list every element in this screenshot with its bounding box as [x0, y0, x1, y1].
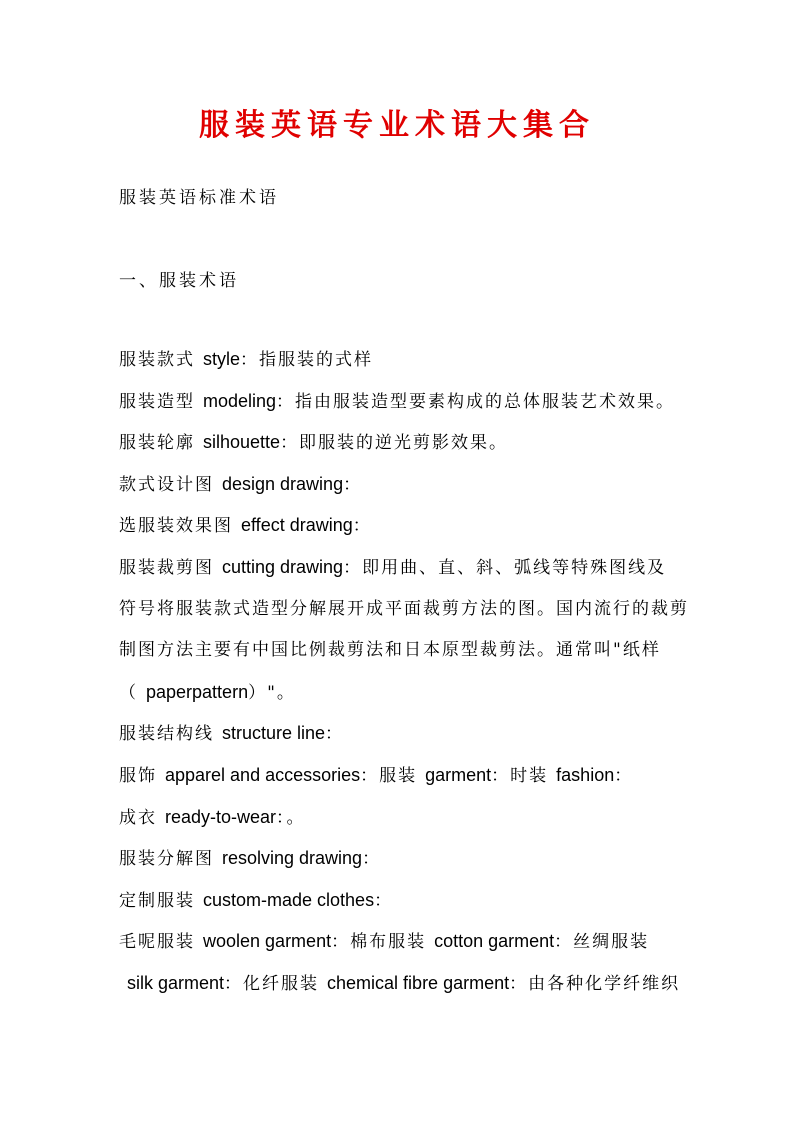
- term-english: style: [203, 349, 241, 369]
- term-english: chemical fibre garment: [327, 973, 510, 993]
- term-english: modeling: [203, 390, 277, 411]
- term-chinese: 款式设计图: [119, 474, 214, 495]
- term-line: [119, 511, 679, 540]
- term-chinese: ：即服装的逆光剪影效果。: [280, 433, 509, 454]
- page-title: 服装英语专业术语大集合: [199, 108, 595, 143]
- term-english: paperpattern: [146, 681, 249, 702]
- term-line: [119, 844, 679, 873]
- term-chinese: ：棉布服装: [331, 932, 427, 953]
- term-chinese: ：丝绸服装: [554, 932, 650, 953]
- term-english: garment: [425, 765, 492, 785]
- term-line: [119, 595, 689, 623]
- term-chinese: 服装分解图: [119, 849, 214, 870]
- term-chinese: ：: [352, 516, 372, 537]
- term-chinese: ：服装: [360, 766, 418, 786]
- term-line: [119, 927, 679, 956]
- term-chinese: ：: [614, 766, 634, 786]
- term-chinese: 服装结构线: [119, 724, 214, 745]
- term-line: [119, 428, 679, 457]
- term-chinese: ：: [362, 849, 382, 870]
- term-line: [119, 761, 679, 790]
- term-chinese: ：指服装的式样: [240, 350, 374, 370]
- term-chinese: 符号将服装款式造型分解展开成平面裁剪方法的图。国内流行的裁剪: [119, 598, 689, 619]
- section-heading: 一、服装术语: [119, 271, 239, 291]
- term-chinese: 服装裁剪图: [119, 558, 214, 578]
- term-line: [119, 969, 679, 998]
- term-line: [119, 886, 679, 915]
- term-line: [119, 678, 679, 707]
- term-chinese: ：由各种化学纤维织: [509, 974, 681, 994]
- term-english: custom-made clothes: [203, 889, 375, 910]
- term-chinese: 服装轮廓: [119, 433, 195, 454]
- term-english: silhouette: [203, 432, 281, 453]
- term-chinese: 定制服装: [119, 890, 195, 911]
- term-chinese: 服饰: [119, 766, 157, 786]
- term-english: cotton garment: [434, 931, 555, 952]
- term-english: cutting drawing: [222, 557, 344, 577]
- term-english: woolen garment: [203, 931, 332, 952]
- term-chinese: 成衣: [119, 807, 157, 828]
- term-english: fashion: [556, 765, 615, 785]
- term-chinese: ：。: [276, 807, 306, 828]
- term-english: effect drawing: [241, 515, 353, 536]
- term-chinese: 毛呢服装: [119, 932, 195, 953]
- term-line: [119, 803, 679, 832]
- term-line: [119, 636, 679, 664]
- term-chinese: 选服装效果图: [119, 516, 233, 537]
- term-english: ready-to-wear: [165, 806, 277, 827]
- term-line: [119, 719, 679, 748]
- term-english: structure line: [222, 723, 326, 744]
- term-english: apparel and accessories: [165, 765, 361, 785]
- term-chinese: ：指由服装造型要素构成的总体服装艺术效果。: [276, 391, 676, 412]
- term-chinese: 制图方法主要有中国比例裁剪法和日本原型裁剪法。通常叫"纸样: [119, 640, 661, 661]
- term-english: silk garment: [127, 973, 225, 993]
- term-line: [119, 470, 679, 499]
- term-chinese: ：即用曲、直、斜、弧线等特殊图线及: [343, 558, 667, 578]
- term-english: design drawing: [222, 473, 344, 494]
- term-chinese: ：: [374, 890, 394, 911]
- term-line: [119, 387, 679, 416]
- term-chinese: ：化纤服装: [224, 974, 320, 994]
- term-chinese: ：: [343, 474, 363, 495]
- term-chinese: ：: [325, 724, 345, 745]
- term-english: resolving drawing: [222, 848, 363, 869]
- term-chinese: ）"。: [248, 682, 296, 703]
- term-chinese: ：时装: [491, 766, 549, 786]
- subtitle: 服装英语标准术语: [119, 188, 279, 208]
- term-line: [119, 345, 679, 374]
- term-line: [119, 553, 679, 582]
- term-chinese: （: [119, 682, 138, 703]
- term-chinese: 服装款式: [119, 350, 195, 370]
- term-chinese: 服装造型: [119, 391, 195, 412]
